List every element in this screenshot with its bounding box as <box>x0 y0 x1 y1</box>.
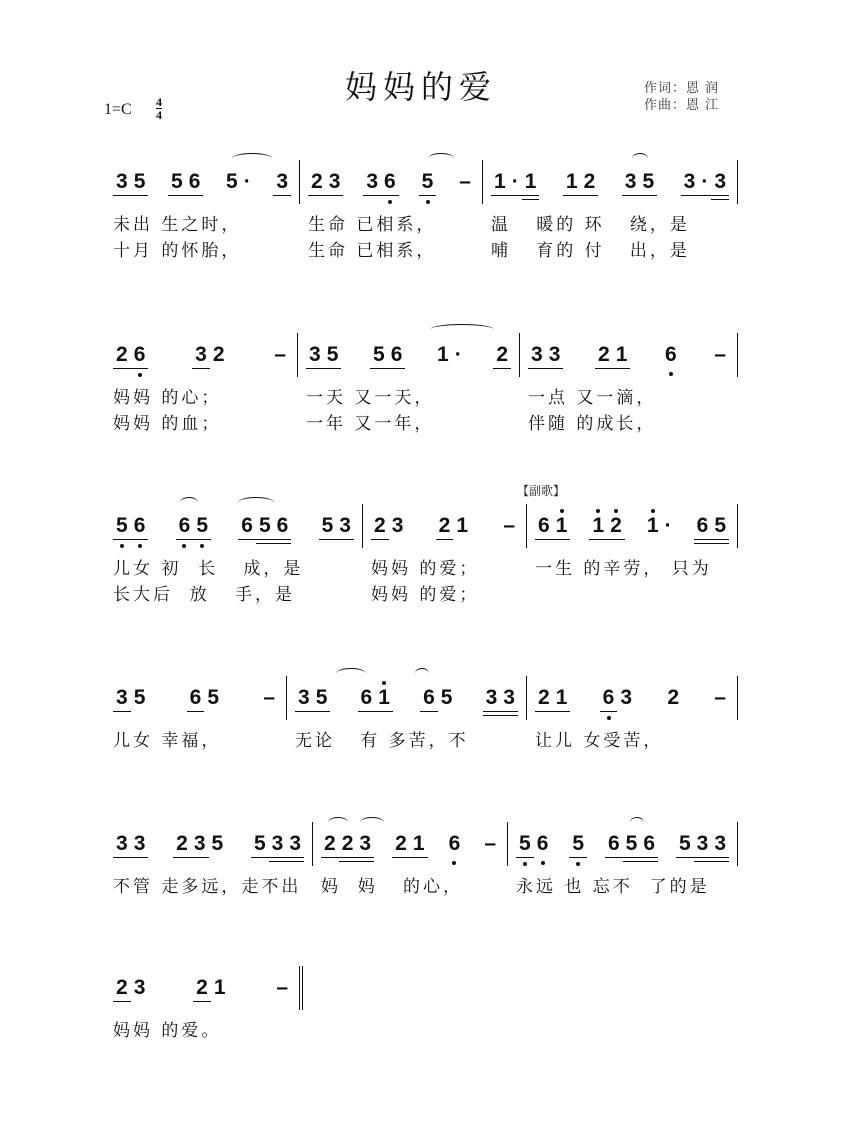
note: 1 <box>437 343 449 366</box>
note: 3 <box>133 976 146 999</box>
measure <box>300 160 483 204</box>
measure <box>527 676 738 720</box>
low-octave-dot <box>576 862 580 866</box>
note: 3 <box>295 686 313 710</box>
beam-group <box>251 832 304 856</box>
low-octave-dot <box>138 544 142 548</box>
beam-group <box>589 514 624 538</box>
beam-group <box>491 170 539 194</box>
beam-group <box>681 170 729 194</box>
note: 3 <box>483 686 501 710</box>
low-octave-dot <box>182 544 186 548</box>
note: 6 <box>274 514 292 538</box>
lyric-verse-2: 长大后 放 手，是 <box>113 585 296 605</box>
note: 5 <box>133 686 146 709</box>
low-octave-dot <box>426 200 430 204</box>
measure <box>113 333 298 377</box>
beam-group <box>358 686 393 710</box>
note: 2 <box>173 832 191 856</box>
measure <box>520 333 738 377</box>
beam-group <box>711 686 729 710</box>
sustain-dash: – <box>503 514 515 537</box>
lyric-verse-2: 伴随 的成长， <box>528 414 657 434</box>
lyric-verse-1: 让儿 女受苦， <box>535 731 664 751</box>
note: 5 <box>569 832 587 856</box>
augmentation-dot: · <box>243 170 251 193</box>
lyrics-row <box>113 582 738 608</box>
beam-group <box>273 976 291 1000</box>
beam-group <box>420 686 455 710</box>
notes-row <box>113 822 738 866</box>
note: 1 <box>563 170 581 194</box>
notes-row <box>113 676 738 720</box>
note: 5 <box>711 514 729 538</box>
note: 5 <box>419 170 437 194</box>
note: 1 <box>613 343 631 367</box>
note: 6 <box>131 343 149 367</box>
note: 6 <box>446 832 464 856</box>
lyric-verse-1: 妈妈 的心； <box>113 388 222 408</box>
note: 2 <box>535 686 553 710</box>
lyric-verse-1: 生命 已相系， <box>308 215 437 235</box>
high-octave-dot <box>560 509 564 513</box>
beam-group <box>306 343 341 367</box>
note: 5 <box>131 170 149 194</box>
beam-group <box>569 832 587 856</box>
notes-row <box>113 966 738 1010</box>
note: 2 <box>436 514 454 538</box>
note: 3 <box>336 514 354 538</box>
note: 2 <box>308 170 326 194</box>
score-system <box>113 822 738 926</box>
lyric-verse-2 <box>527 754 738 780</box>
note: 1 <box>491 170 509 194</box>
measure <box>113 676 287 720</box>
note: 3 <box>191 832 209 856</box>
beam-group <box>516 832 551 856</box>
beam-group <box>319 514 354 538</box>
beam-group <box>644 514 675 538</box>
note: 2 <box>607 514 625 538</box>
measure <box>483 160 738 204</box>
note: 6 <box>131 514 149 538</box>
note: 2 <box>581 170 599 194</box>
lyric-verse-2 <box>113 900 313 926</box>
measure <box>113 966 303 1010</box>
lyric-verse-1: 一点 又一滴， <box>528 388 657 408</box>
note: 3 <box>681 170 699 194</box>
note: 2 <box>667 686 679 709</box>
note: 5 <box>639 170 657 194</box>
note: 5 <box>168 170 186 194</box>
beam-group <box>436 514 471 538</box>
note: 2 <box>493 343 511 367</box>
note: 2 <box>212 343 225 366</box>
lyrics-row <box>113 385 738 411</box>
note: 6 <box>605 832 623 856</box>
beam-group <box>271 343 289 367</box>
note: 6 <box>535 514 553 538</box>
beam-group <box>113 170 148 194</box>
note: 3 <box>326 170 344 194</box>
note: 6 <box>381 170 399 194</box>
low-octave-dot <box>200 544 204 548</box>
note: 6 <box>600 686 618 710</box>
score-system <box>113 504 738 608</box>
lyric-verse-2: 哺 育的 付 出，是 <box>491 241 690 261</box>
low-octave-dot <box>388 200 392 204</box>
beam-group <box>113 686 148 710</box>
beam-group <box>493 343 511 367</box>
beam-group <box>295 686 330 710</box>
high-octave-dot <box>596 509 600 513</box>
note: 3 <box>113 170 131 194</box>
lyric-verse-1: 不管 走多远，走不出 <box>113 877 302 897</box>
beam-group <box>321 832 374 856</box>
measure <box>298 333 520 377</box>
note: 6 <box>176 514 194 538</box>
beam-group <box>419 170 437 194</box>
lyric-verse-2: 妈妈 的爱； <box>371 585 480 605</box>
beam-group <box>193 976 228 1000</box>
note: 3 <box>113 686 131 710</box>
lyricist-credit: 作词：恩 润 <box>644 81 720 96</box>
sustain-dash: – <box>714 343 726 366</box>
high-octave-dot <box>614 509 618 513</box>
note: 6 <box>187 686 205 710</box>
lyric-verse-1: 妈妈 的爱； <box>371 559 480 579</box>
notes-row <box>113 504 738 548</box>
composer-credit: 作曲：恩 江 <box>644 98 720 113</box>
lyric-verse-1: 儿女 幸福， <box>113 731 222 751</box>
note: 3 <box>356 832 374 856</box>
note: 3 <box>391 514 404 537</box>
measure <box>113 822 313 866</box>
low-octave-dot <box>452 861 456 865</box>
sustain-dash: – <box>459 170 471 193</box>
note: 3 <box>131 832 149 856</box>
score-system <box>113 333 738 437</box>
beam-group <box>535 514 570 538</box>
lyrics-row <box>113 728 738 754</box>
lyric-verse-2 <box>508 900 738 926</box>
note: 1 <box>553 686 571 710</box>
note: 5 <box>256 514 274 538</box>
lyrics-row <box>113 556 738 582</box>
lyric-verse-2: 一年 又一年， <box>306 414 435 434</box>
note: 5 <box>313 686 331 710</box>
time-signature-bottom: 4 <box>156 108 162 122</box>
lyric-verse-1: 一生 的辛劳， 只为 <box>535 559 712 579</box>
note: 5 <box>207 686 220 709</box>
time-signature <box>156 96 162 121</box>
note: 3 <box>622 170 640 194</box>
sustain-dash: – <box>484 832 496 855</box>
measure <box>113 160 300 204</box>
note: 2 <box>193 976 211 1000</box>
credits <box>644 80 719 114</box>
note: 1 <box>375 686 393 710</box>
beam-group <box>363 170 398 194</box>
measure <box>508 822 738 866</box>
low-octave-dot <box>138 373 142 377</box>
note: 3 <box>286 832 304 856</box>
beam-group <box>605 832 658 856</box>
note: 6 <box>420 686 438 710</box>
note: 5 <box>211 832 224 855</box>
beam-group <box>500 514 518 538</box>
note: 3 <box>711 832 729 856</box>
note: 3 <box>269 832 287 856</box>
beam-group <box>456 170 474 194</box>
note: 1 <box>410 832 428 856</box>
high-octave-dot <box>651 509 655 513</box>
note: 3 <box>500 686 518 710</box>
beam-group <box>563 170 598 194</box>
beam-group <box>595 343 630 367</box>
note: 1 <box>522 170 540 194</box>
lyric-verse-1: 永远 也 忘不 了的是 <box>516 877 710 897</box>
note: 3 <box>694 832 712 856</box>
note: 3 <box>711 170 729 194</box>
measure <box>313 822 508 866</box>
lyric-verse-1: 温 暖的 环 绕，是 <box>491 215 690 235</box>
sustain-dash: – <box>263 686 275 709</box>
lyric-verse-2: 生命 已相系， <box>308 241 437 261</box>
beam-group <box>168 170 203 194</box>
note: 1 <box>644 514 662 538</box>
note: 3 <box>192 343 210 367</box>
augmentation-dot: · <box>509 170 522 194</box>
key-signature: 1=C <box>104 101 132 118</box>
note: 1 <box>213 976 226 999</box>
note: 5 <box>440 686 453 709</box>
beam-group <box>370 343 405 367</box>
score-system <box>113 676 738 780</box>
beam-group <box>187 686 222 710</box>
beam-group <box>446 832 464 856</box>
beam-group <box>113 514 148 538</box>
beam-group <box>273 170 291 194</box>
note: 3 <box>363 170 381 194</box>
note: 5 <box>226 170 238 193</box>
lyric-verse-2: 十月 的怀胎， <box>113 241 242 261</box>
note: 2 <box>113 343 131 367</box>
note: 2 <box>339 832 357 856</box>
notes-row <box>113 160 738 204</box>
note: 5 <box>516 832 534 856</box>
high-octave-dot <box>382 681 386 685</box>
note: 6 <box>186 170 204 194</box>
beam-group <box>528 343 563 367</box>
note: 3 <box>273 170 291 194</box>
low-octave-dot <box>541 861 545 865</box>
note: 5 <box>623 832 641 856</box>
beam-group <box>434 343 465 367</box>
note: 5 <box>251 832 269 856</box>
beam-group <box>223 170 254 194</box>
beam-group <box>622 170 657 194</box>
beam-group <box>192 343 227 367</box>
lyrics-row <box>113 874 738 900</box>
lyrics-row <box>113 900 738 926</box>
time-signature-top: 4 <box>156 95 162 109</box>
note: 2 <box>595 343 613 367</box>
lyrics-row <box>113 212 738 238</box>
note: 2 <box>321 832 339 856</box>
lyric-verse-2 <box>287 754 527 780</box>
beam-group <box>176 514 211 538</box>
note: 6 <box>358 686 376 710</box>
beam-group <box>662 343 680 367</box>
note: 1 <box>553 514 571 538</box>
score-system <box>113 966 738 1070</box>
sustain-dash: – <box>714 686 726 709</box>
note: 3 <box>113 832 131 856</box>
lyric-verse-2 <box>113 754 287 780</box>
low-octave-dot <box>523 862 527 866</box>
note: 5 <box>113 514 131 538</box>
note: 6 <box>238 514 256 538</box>
note: 3 <box>306 343 324 367</box>
beam-group <box>238 514 291 538</box>
lyric-verse-1: 儿女 初 长 成，是 <box>113 559 304 579</box>
sustain-dash: – <box>274 343 286 366</box>
beam-group <box>371 514 406 538</box>
score-system <box>113 160 738 264</box>
lyrics-row <box>113 411 738 437</box>
note: 6 <box>640 832 658 856</box>
note: 6 <box>388 343 406 367</box>
lyric-verse-1: 妈 妈 的心， <box>321 877 464 897</box>
beam-group <box>113 832 148 856</box>
beam-group <box>664 686 682 710</box>
lyrics-row <box>113 238 738 264</box>
lyric-verse-1: 妈妈 的爱。 <box>113 1021 222 1041</box>
beam-group <box>483 686 518 710</box>
beam-group <box>694 514 729 538</box>
notes-row <box>113 333 738 377</box>
note: 2 <box>113 976 131 1000</box>
note: 5 <box>370 343 388 367</box>
measure <box>527 504 738 548</box>
note: 3 <box>546 343 564 367</box>
augmentation-dot: · <box>454 343 462 366</box>
note: 5 <box>319 514 337 538</box>
sustain-dash: – <box>276 976 288 999</box>
low-octave-dot <box>669 372 673 376</box>
note: 1 <box>589 514 607 538</box>
note: 5 <box>324 343 342 367</box>
lyric-verse-2 <box>313 900 508 926</box>
lyric-verse-1: 无论 有 多苦，不 <box>295 731 469 751</box>
beam-group <box>600 686 635 710</box>
beam-group <box>535 686 570 710</box>
song-title: 妈妈的爱 <box>344 68 497 106</box>
note: 2 <box>371 514 389 538</box>
beam-group <box>711 343 729 367</box>
note: 6 <box>694 514 712 538</box>
beam-group <box>481 832 499 856</box>
beam-group <box>308 170 343 194</box>
augmentation-dot: · <box>698 170 711 194</box>
note: 2 <box>392 832 410 856</box>
beam-group <box>173 832 226 856</box>
beam-group <box>260 686 278 710</box>
note: 5 <box>676 832 694 856</box>
lyric-verse-1: 未出 生之时， <box>113 215 242 235</box>
note: 3 <box>528 343 546 367</box>
note: 6 <box>662 343 680 367</box>
beam-group <box>113 976 148 1000</box>
augmentation-dot: · <box>664 514 672 537</box>
measure <box>363 504 527 548</box>
beam-group <box>392 832 427 856</box>
lyric-verse-2: 妈妈 的血； <box>113 414 222 434</box>
note: 1 <box>456 514 469 537</box>
lyrics-row <box>113 1018 738 1044</box>
low-octave-dot <box>120 544 124 548</box>
note: 6 <box>534 832 552 856</box>
beam-group <box>113 343 148 367</box>
measure <box>287 676 527 720</box>
lyric-verse-1: 一天 又一天， <box>306 388 435 408</box>
lyrics-row <box>113 754 738 780</box>
note: 3 <box>620 686 633 709</box>
measure <box>113 504 363 548</box>
low-octave-dot <box>607 716 611 720</box>
note: 5 <box>193 514 211 538</box>
beam-group <box>676 832 729 856</box>
lyric-verse-2 <box>527 582 738 608</box>
lyric-verse-2 <box>113 1044 303 1070</box>
lyrics-row <box>113 1044 738 1070</box>
chorus-label: 【副歌】 <box>517 484 566 498</box>
